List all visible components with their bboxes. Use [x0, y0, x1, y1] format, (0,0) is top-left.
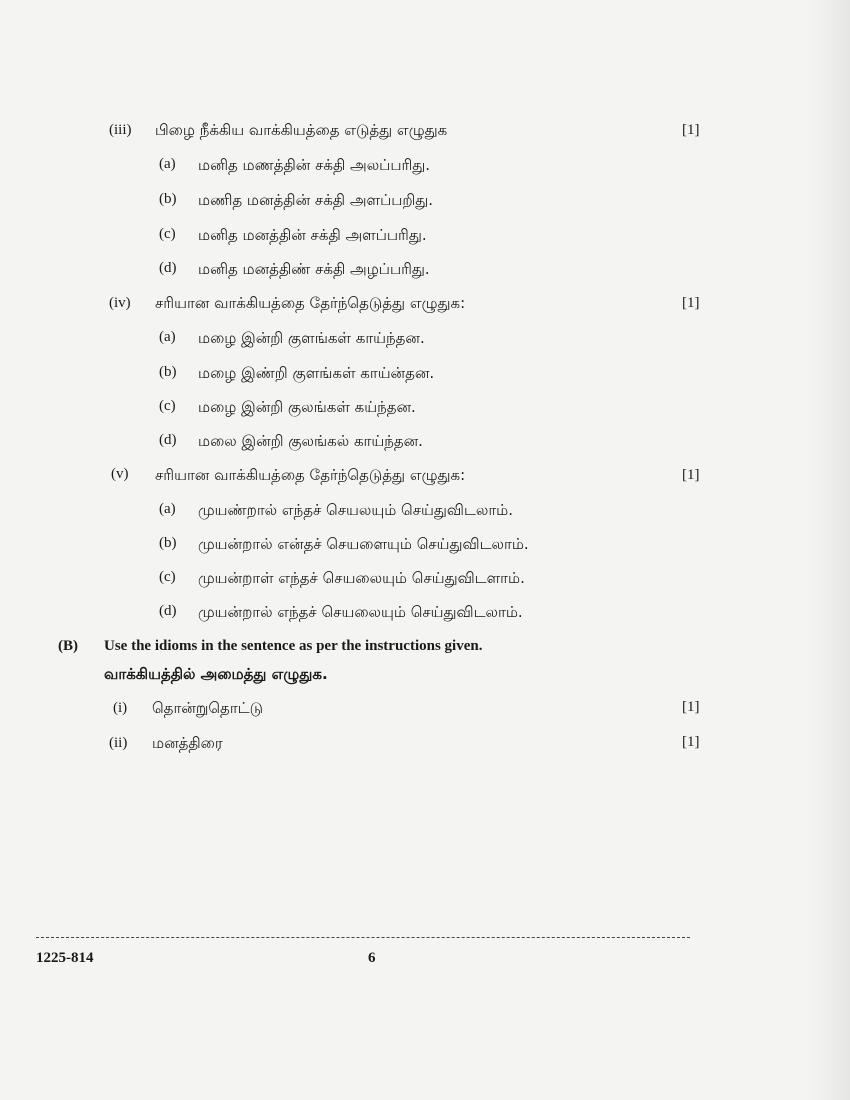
option-text: மனித மனத்தின் சக்தி அளப்பரிது. [198, 226, 427, 244]
option-label: (d) [159, 603, 177, 619]
question-text: சரியான வாக்கியத்தை தேர்ந்தெடுத்து எழுதுக: [155, 466, 466, 484]
option-text: மழை இன்றி குளங்கள் காய்ந்தன. [198, 329, 425, 347]
section-instruction-tamil: வாக்கியத்தில் அமைத்து எழுதுக. [104, 665, 328, 683]
marks-label: [1] [682, 699, 700, 715]
option-label: (b) [159, 535, 177, 551]
question-number: (v) [111, 466, 129, 482]
option-text: முயன்றால் எந்தச் செயலையும் செய்துவிடலாம். [198, 603, 523, 621]
question-text: சரியான வாக்கியத்தை தேர்ந்தெடுத்து எழுதுக: [155, 294, 466, 312]
item-number: (ii) [109, 735, 128, 751]
question-number: (iv) [109, 295, 131, 311]
option-label: (b) [159, 364, 177, 380]
section-instruction-english: Use the idioms in the sentence as per the instructions given. [104, 638, 483, 654]
marks-label: [1] [682, 734, 700, 750]
footer-divider [36, 937, 690, 938]
option-text: மழை இன்றி குலங்கள் கய்ந்தன. [198, 398, 416, 416]
option-text: முயண்றால் எந்தச் செயலயும் செய்துவிடலாம். [198, 501, 514, 519]
marks-label: [1] [682, 122, 700, 138]
option-text: மழை இண்றி குளங்கள் காய்ன்தன. [198, 364, 435, 382]
idiom-text: மனத்திரை [152, 734, 223, 752]
marks-label: [1] [682, 467, 700, 483]
option-label: (a) [159, 501, 176, 517]
option-text: மணித மனத்தின் சக்தி அளப்பறிது. [198, 191, 434, 209]
option-text: முயன்றாள் எந்தச் செயலையும் செய்துவிடளாம். [198, 569, 525, 587]
option-label: (a) [159, 156, 176, 172]
option-label: (c) [159, 226, 176, 242]
option-label: (d) [159, 260, 177, 276]
question-text: பிழை நீக்கிய வாக்கியத்தை எடுத்து எழுதுக [155, 121, 448, 139]
page-number: 6 [368, 950, 376, 966]
item-number: (i) [113, 700, 128, 716]
option-label: (c) [159, 398, 176, 414]
option-text: மலை இன்றி குலங்கல் காய்ந்தன. [198, 432, 423, 450]
option-text: முயன்றால் என்தச் செயளையும் செய்துவிடலாம். [198, 535, 529, 553]
option-text: மனித மனத்திண் சக்தி அழப்பரிது. [198, 260, 430, 278]
paper-code: 1225-814 [36, 950, 94, 966]
section-label: (B) [58, 638, 78, 654]
question-number: (iii) [109, 122, 132, 138]
option-label: (d) [159, 432, 177, 448]
option-text: மனித மணத்தின் சக்தி அலப்பரிது. [198, 156, 431, 174]
page-edge-shadow [810, 0, 850, 1100]
marks-label: [1] [682, 295, 700, 311]
option-label: (c) [159, 569, 176, 585]
idiom-text: தொன்றுதொட்டு [152, 699, 263, 717]
option-label: (b) [159, 191, 177, 207]
option-label: (a) [159, 329, 176, 345]
